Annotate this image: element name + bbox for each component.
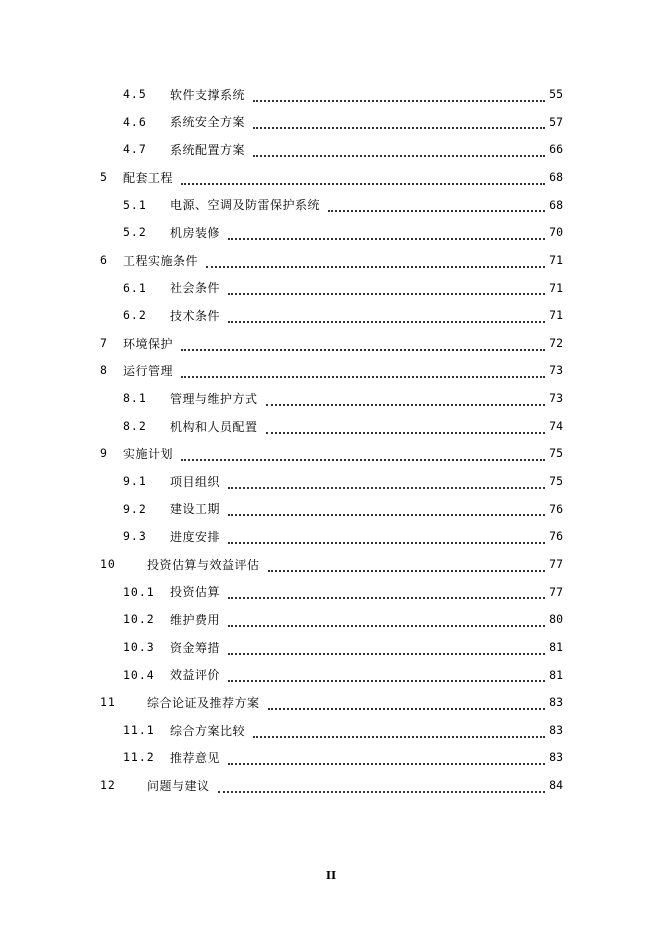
toc-entry-title: 投资估算	[170, 585, 221, 600]
toc-dot-leader	[228, 624, 545, 627]
toc-entry-page: 68	[549, 197, 563, 212]
toc-entry-number: 9.1	[123, 474, 147, 489]
toc-dot-leader	[181, 182, 545, 185]
toc-entry-page: 57	[549, 114, 563, 129]
toc-dot-leader	[218, 790, 546, 793]
toc-entry-number: 11.1	[123, 722, 155, 737]
toc-entry[interactable]	[0, 468, 662, 496]
toc-entry[interactable]	[0, 81, 662, 109]
table-of-contents	[0, 81, 662, 800]
toc-dot-leader	[228, 541, 545, 544]
toc-entry-title: 综合论证及推荐方案	[147, 695, 260, 710]
toc-entry[interactable]	[0, 689, 662, 717]
toc-entry-number: 10.1	[123, 584, 155, 599]
toc-dot-leader	[253, 99, 545, 102]
toc-entry-page: 74	[549, 418, 563, 433]
toc-entry[interactable]	[0, 219, 662, 247]
toc-entry-number: 4.6	[123, 114, 147, 129]
toc-entry-title: 建设工期	[170, 502, 221, 517]
toc-dot-leader	[228, 513, 545, 516]
toc-entry-page: 81	[549, 639, 563, 654]
toc-entry-page: 71	[549, 252, 563, 267]
toc-entry[interactable]	[0, 661, 662, 689]
toc-entry[interactable]	[0, 164, 662, 192]
toc-entry-title: 工程实施条件	[123, 253, 199, 268]
toc-entry-page: 70	[549, 225, 563, 240]
toc-entry-number: 8.1	[123, 391, 147, 406]
toc-entry[interactable]	[0, 634, 662, 662]
toc-entry-page: 77	[549, 584, 563, 599]
toc-entry-number: 12	[100, 778, 116, 793]
toc-entry-title: 推荐意见	[170, 751, 221, 766]
page-number-footer: II	[325, 869, 337, 882]
toc-entry-title: 电源、空调及防雷保护系统	[170, 198, 321, 213]
toc-entry-number: 5.2	[123, 225, 147, 240]
toc-entry-page: 83	[549, 750, 563, 765]
toc-entry-title: 实施计划	[123, 447, 174, 462]
toc-entry-number: 9.3	[123, 529, 147, 544]
toc-entry-title: 管理与维护方式	[170, 391, 258, 406]
toc-entry-title: 维护费用	[170, 612, 221, 627]
toc-entry-number: 10	[100, 556, 116, 571]
toc-entry-number: 5	[100, 169, 108, 184]
toc-entry-page: 55	[549, 87, 563, 102]
toc-entry-title: 软件支撑系统	[170, 87, 246, 102]
toc-entry-page: 71	[549, 280, 563, 295]
toc-entry[interactable]	[0, 772, 662, 800]
toc-dot-leader	[268, 707, 546, 710]
toc-dot-leader	[206, 265, 545, 268]
toc-entry-page: 73	[549, 363, 563, 378]
toc-entry-number: 10.4	[123, 667, 155, 682]
toc-entry-title: 问题与建议	[147, 778, 210, 793]
toc-dot-leader	[268, 569, 546, 572]
toc-dot-leader	[253, 126, 545, 129]
toc-dot-leader	[266, 431, 546, 434]
toc-dot-leader	[228, 320, 545, 323]
toc-dot-leader	[228, 762, 545, 765]
toc-entry-number: 10.2	[123, 612, 155, 627]
toc-entry-title: 系统配置方案	[170, 143, 246, 158]
toc-entry-number: 4.5	[123, 87, 147, 102]
toc-entry[interactable]	[0, 136, 662, 164]
toc-dot-leader	[266, 403, 546, 406]
toc-entry[interactable]	[0, 606, 662, 634]
toc-dot-leader	[228, 596, 545, 599]
toc-entry-title: 效益评价	[170, 668, 221, 683]
toc-dot-leader	[228, 292, 545, 295]
toc-dot-leader	[253, 154, 545, 157]
toc-entry-page: 76	[549, 501, 563, 516]
toc-entry[interactable]	[0, 330, 662, 358]
toc-entry-page: 68	[549, 169, 563, 184]
toc-entry-title: 机房装修	[170, 226, 221, 241]
toc-entry-number: 11	[100, 695, 116, 710]
toc-dot-leader	[253, 735, 545, 738]
toc-entry[interactable]	[0, 385, 662, 413]
toc-entry-title: 环境保护	[123, 336, 174, 351]
toc-entry-page: 66	[549, 142, 563, 157]
toc-entry-number: 10.3	[123, 639, 155, 654]
toc-entry[interactable]	[0, 496, 662, 524]
toc-entry-title: 系统安全方案	[170, 115, 246, 130]
toc-entry[interactable]	[0, 413, 662, 441]
toc-entry[interactable]	[0, 551, 662, 579]
toc-entry-number: 6.2	[123, 308, 147, 323]
toc-entry-title: 资金筹措	[170, 640, 221, 655]
toc-entry[interactable]	[0, 109, 662, 137]
toc-dot-leader	[328, 209, 545, 212]
toc-entry-page: 81	[549, 667, 563, 682]
toc-entry-number: 8	[100, 363, 108, 378]
toc-entry-title: 项目组织	[170, 474, 221, 489]
toc-entry-title: 综合方案比较	[170, 723, 246, 738]
toc-entry-page: 77	[549, 556, 563, 571]
toc-entry[interactable]	[0, 274, 662, 302]
toc-dot-leader	[228, 679, 545, 682]
toc-entry-number: 9.2	[123, 501, 147, 516]
toc-entry[interactable]	[0, 744, 662, 772]
toc-entry[interactable]	[0, 247, 662, 275]
toc-entry-number: 5.1	[123, 197, 147, 212]
toc-dot-leader	[181, 375, 545, 378]
toc-entry-number: 8.2	[123, 418, 147, 433]
toc-entry-page: 76	[549, 529, 563, 544]
toc-entry-title: 机构和人员配置	[170, 419, 258, 434]
toc-entry-title: 运行管理	[123, 364, 174, 379]
toc-entry[interactable]	[0, 523, 662, 551]
toc-entry-page: 80	[549, 612, 563, 627]
toc-entry-page: 75	[549, 474, 563, 489]
toc-entry[interactable]	[0, 192, 662, 220]
toc-entry-title: 进度安排	[170, 530, 221, 545]
toc-dot-leader	[228, 652, 545, 655]
toc-entry-number: 9	[100, 446, 108, 461]
toc-entry[interactable]	[0, 302, 662, 330]
toc-dot-leader	[228, 486, 545, 489]
toc-entry-number: 6.1	[123, 280, 147, 295]
toc-entry-page: 83	[549, 722, 563, 737]
toc-entry-page: 73	[549, 391, 563, 406]
toc-entry-number: 7	[100, 335, 108, 350]
toc-dot-leader	[181, 348, 545, 351]
toc-entry-number: 6	[100, 252, 108, 267]
toc-entry-page: 71	[549, 308, 563, 323]
toc-dot-leader	[181, 458, 545, 461]
toc-dot-leader	[228, 237, 545, 240]
toc-entry-page: 83	[549, 695, 563, 710]
toc-entry[interactable]	[0, 357, 662, 385]
toc-entry-page: 75	[549, 446, 563, 461]
toc-entry[interactable]	[0, 579, 662, 607]
toc-entry-title: 投资估算与效益评估	[147, 557, 260, 572]
toc-entry[interactable]	[0, 440, 662, 468]
toc-entry-title: 技术条件	[170, 308, 221, 323]
toc-entry[interactable]	[0, 717, 662, 745]
toc-entry-title: 配套工程	[123, 170, 174, 185]
toc-entry-page: 84	[549, 778, 563, 793]
toc-entry-page: 72	[549, 335, 563, 350]
toc-entry-title: 社会条件	[170, 281, 221, 296]
toc-entry-number: 11.2	[123, 750, 155, 765]
toc-entry-number: 4.7	[123, 142, 147, 157]
